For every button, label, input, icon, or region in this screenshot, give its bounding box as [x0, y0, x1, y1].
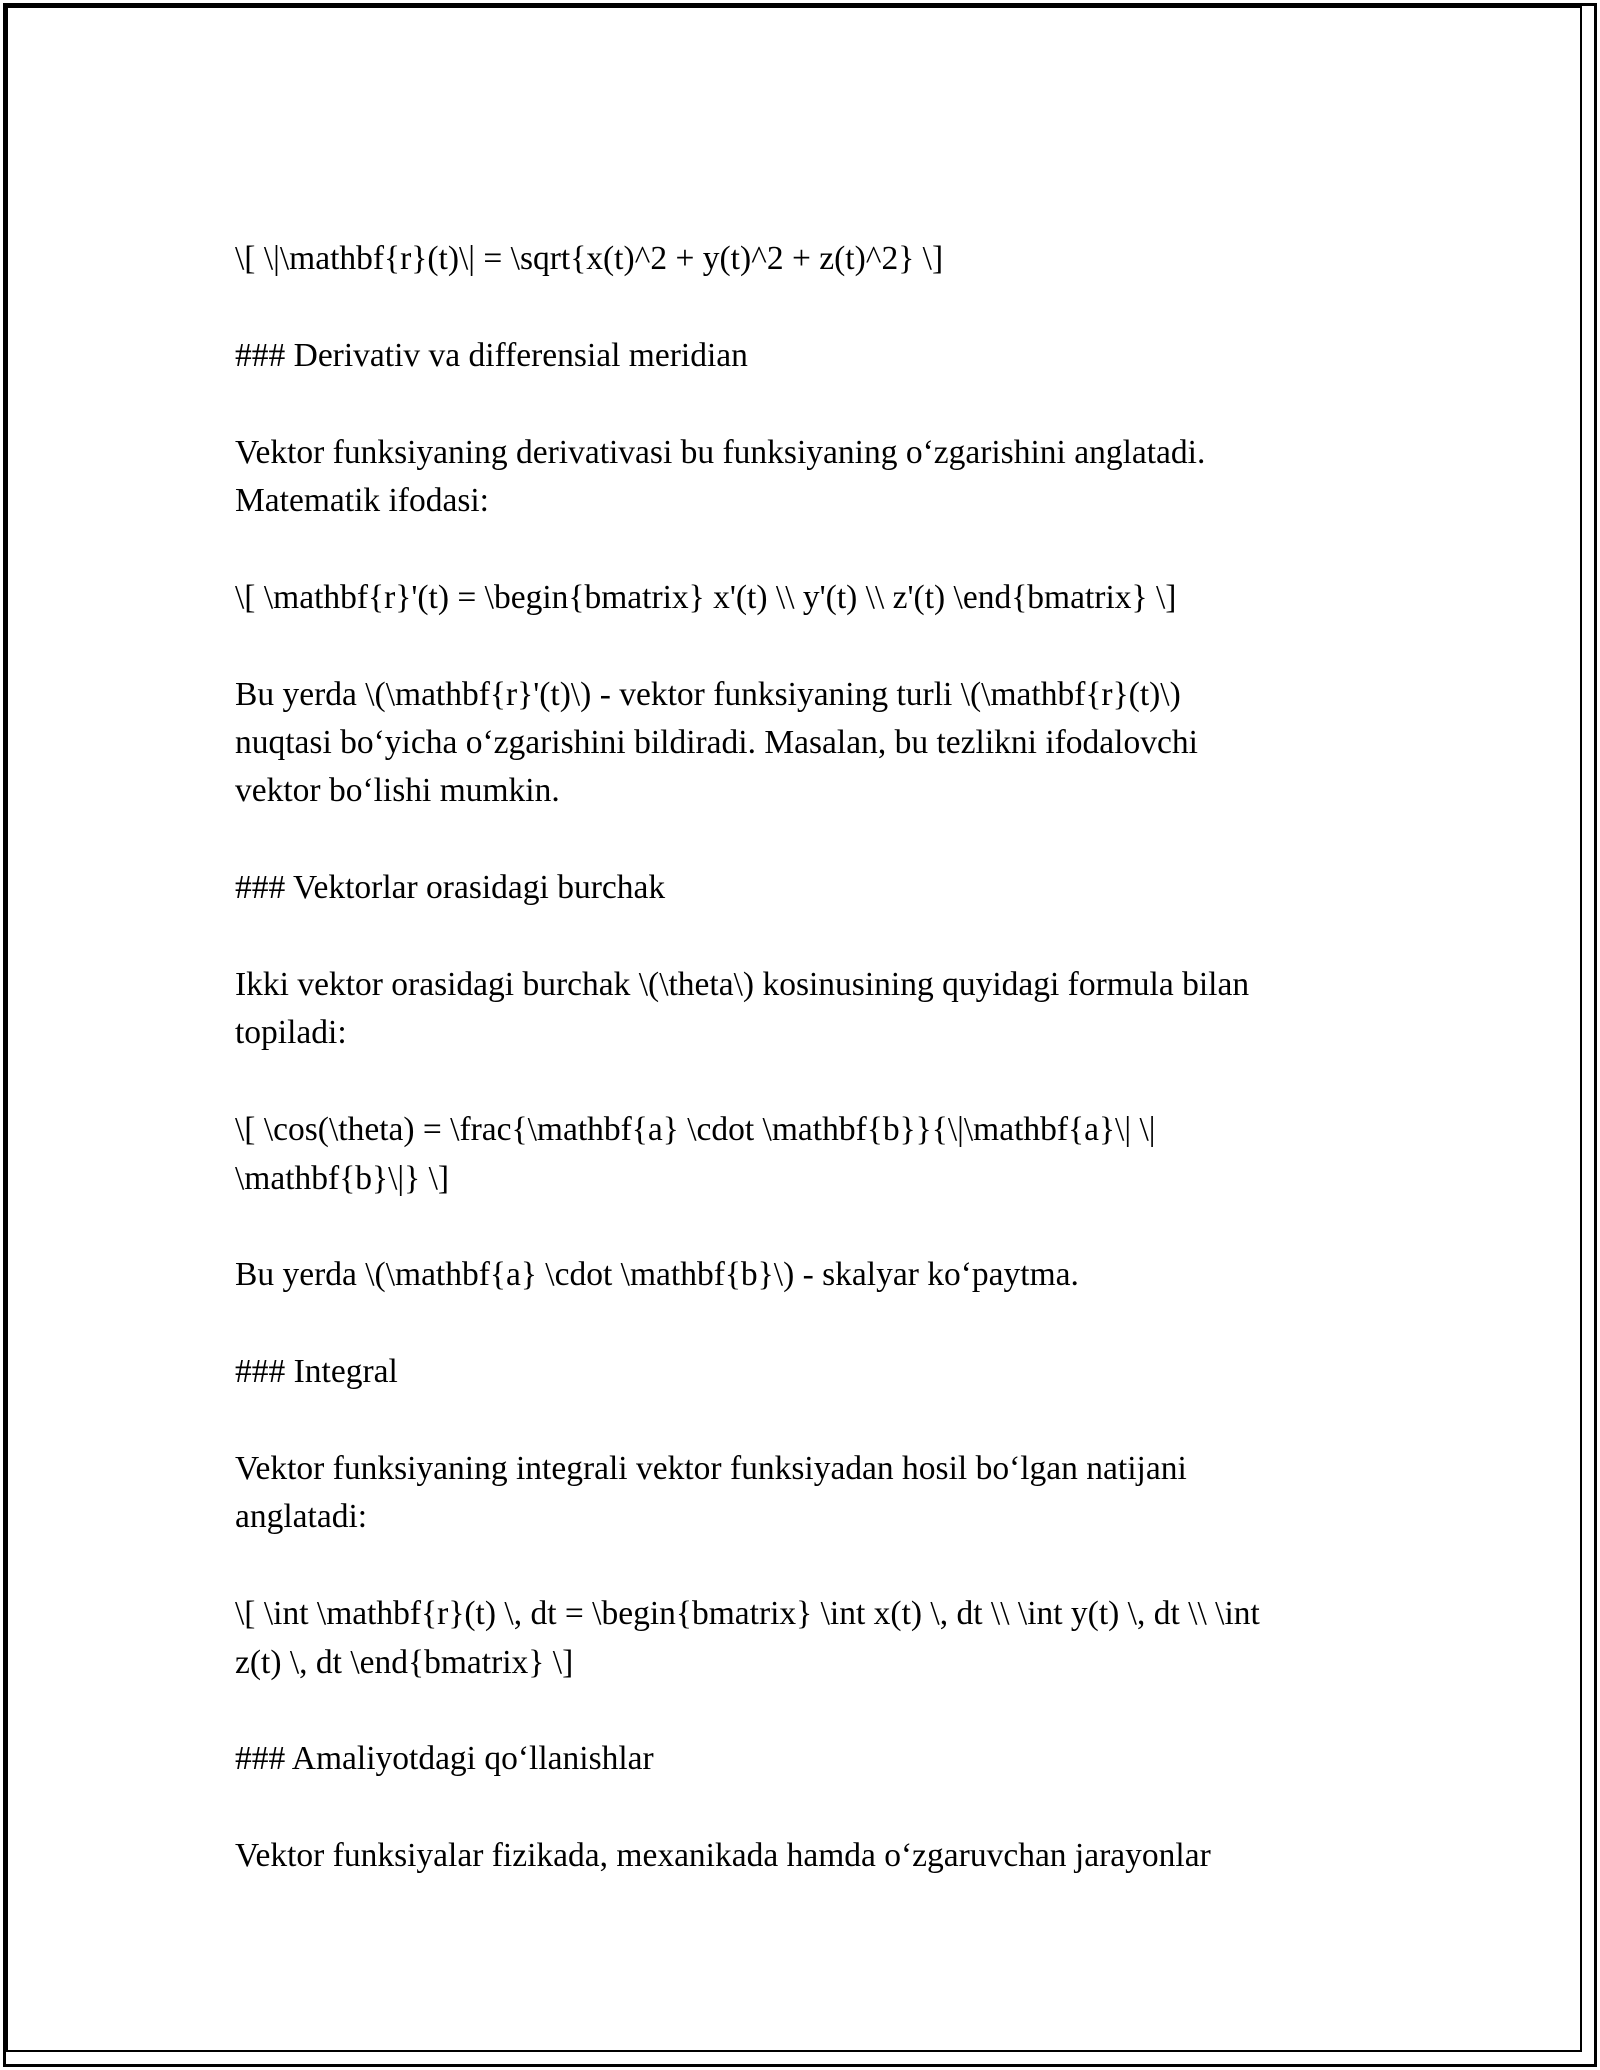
equation-cosine: \[ \cos(\theta) = \frac{\mathbf{a} \cdot \mathbf{b}}{\|\mathbf{a}\| \| \mathbf{b}\|} \]	[235, 1111, 1156, 1197]
paragraph-amaliyot: Vektor funksiyalar fizikada, mexanikada hamda o‘zgaruvchan jarayonlar	[235, 1837, 1211, 1875]
equation-derivative: \[ \mathbf{r}'(t) = \begin{bmatrix} x'(t) \\ y'(t) \\ z'(t) \end{bmatrix} \]	[235, 578, 1177, 616]
equation-integral: \[ \int \mathbf{r}(t) \, dt = \begin{bmatrix} \int x(t) \, dt \\ \int y(t) \, dt \\ \int z(t) \, dt \end{bmatrix} \]	[235, 1595, 1260, 1681]
paragraph-derivativ: Vektor funksiyaning derivativasi bu funksiyaning o‘zgarishini anglatadi. Matematik ifodasi:	[235, 433, 1206, 519]
equation-vector-norm: \[ \|\mathbf{r}(t)\| = \sqrt{x(t)^2 + y(t)^2 + z(t)^2} \]	[235, 240, 944, 277]
heading-amaliyot: ### Amaliyotdagi qo‘llanishlar	[235, 1740, 654, 1778]
heading-burchak: ### Vektorlar orasidagi burchak	[235, 869, 666, 907]
paragraph-integral: Vektor funksiyaning integrali vektor funksiyadan hosil bo‘lgan natijani anglatadi:	[235, 1450, 1187, 1536]
document-body	[235, 235, 1375, 1881]
heading-integral: ### Integral	[235, 1353, 398, 1391]
heading-derivativ: ### Derivativ va differensial meridian	[235, 336, 748, 374]
paragraph-burchak: Ikki vektor orasidagi burchak \(\theta\) kosinusining quyidagi formula bilan topiladi:	[235, 966, 1250, 1052]
paragraph-derivative-explanation: Bu yerda \(\mathbf{r}'(t)\) - vektor funksiyaning turli \(\mathbf{r}(t)\) nuqtasi bo‘yicha o‘zgarishini bildiradi. Masalan, bu tezlikni ifodalovchi vektor bo‘lishi mumkin.	[235, 675, 1198, 810]
paragraph-dot-product: Bu yerda \(\mathbf{a} \cdot \mathbf{b}\) - skalyar ko‘paytma.	[235, 1256, 1079, 1294]
